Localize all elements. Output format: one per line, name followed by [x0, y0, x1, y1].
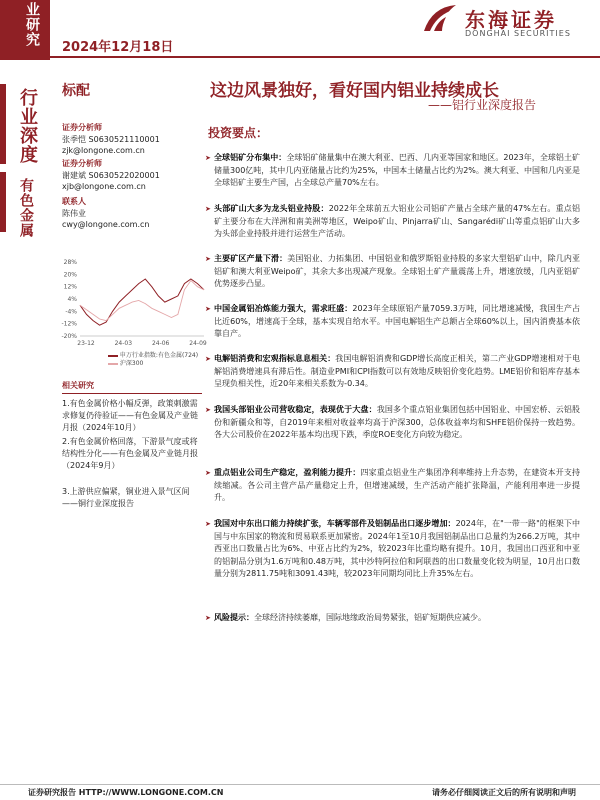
- y-tick-label: -20%: [61, 333, 77, 340]
- footer-disclaimer: 请务必仔细阅读正文后的所有说明和声明: [432, 788, 576, 797]
- related-item[interactable]: 1.有色金属价格小幅反弹，政策刺激需求修复仍待验证——有色金属及产业链月报（2024年10月）: [62, 399, 198, 432]
- x-tick-label: 24-09: [189, 340, 207, 347]
- related-item[interactable]: 2.有色金属价格回落，下游景气度或将结构性分化——有色金属及产业链月报（2024年9月）: [62, 437, 198, 470]
- analyst-label: 证券分析师: [62, 159, 102, 168]
- key-point: ➤ 电解铝消费和宏观指标息息相关：我国电解铝消费和GDP增长高度正相关，第二产业GDP增速相对于电解铝消费增速具有滞后性。制造业PMI和CPI指数可以有效地反映铝价变化趋势。LME铝价和铝库存基本呈现负相关性，近20年来相关系数为-0.34。: [205, 354, 580, 388]
- performance-chart: [58, 258, 208, 358]
- y-tick-label: 4%: [67, 296, 77, 303]
- legend-swatch: [108, 363, 118, 365]
- x-tick-label: 23-12: [77, 340, 95, 347]
- legend-swatch: [108, 355, 118, 357]
- report-date: 2024年12月18日: [62, 40, 174, 55]
- key-point: ➤ 全球铝矿分布集中：全球铝矿储量集中在澳大利亚、巴西、几内亚等国家和地区。2023年，全球铝土矿储量300亿吨，其中几内亚储量占比约为25%，中国本土储量占比约为2%。澳大利亚、中国和几内亚是全球铝矿主要生产国，占全球总产量70%左右。: [205, 153, 580, 187]
- analyst-email[interactable]: zjk@longone.com.cn: [62, 146, 145, 155]
- bullet-icon: ➤: [205, 355, 211, 363]
- legend-entry: 沪深300: [108, 358, 143, 367]
- legend-entry: 申万行业指数:有色金属(724): [108, 350, 198, 359]
- x-tick-label: 24-06: [151, 340, 170, 347]
- contact-email[interactable]: cwy@longone.com.cn: [62, 220, 150, 229]
- bullet-icon: ➤: [205, 154, 211, 162]
- series-line: [80, 281, 204, 321]
- report-subtitle: ——铝行业深度报告: [428, 98, 537, 112]
- bullet-icon: ➤: [205, 614, 211, 622]
- key-point: ➤ 风险提示：全球经济持续萎靡，国际地缘政治局势紧张，铝矿短期供应减少。: [214, 612, 580, 625]
- key-point: ➤ 头部矿山大多为龙头铝业持股：2022年全球前五大铝业公司铝矿产量占全球产量的47%左右。重点铝矿主要分布在大洋洲和南美洲等地区，Weipo矿山、Pinjarra矿山、Sangarédi矿山等重点铝矿山大多为头部企业持股并进行运营生产活动。: [205, 204, 581, 238]
- y-tick-label: 28%: [63, 259, 77, 266]
- analyst-name: 谢建斌 S0630522020001: [62, 171, 160, 180]
- y-tick-label: 12%: [63, 283, 77, 291]
- category-label: 行业深度: [17, 88, 38, 164]
- bullet-icon: ➤: [205, 520, 211, 528]
- key-point: ➤ 我国头部铝业公司营收稳定，表现优于大盘：我国多个重点铝业集团包括中国铝业、中国宏桥、云铝股份和新疆众和等，自2019年来相对收益率均高于沪深300，总体收益率均和SHFE铝价保持一致趋势。各大公司股价在2022年基本均出现下跌，季度ROE变化方向较为稳定。: [205, 405, 581, 439]
- header-divider: [50, 56, 600, 58]
- analyst-name: 张季恺 S0630521110001: [62, 135, 160, 144]
- y-tick-label: 20%: [63, 271, 77, 279]
- logo-text-en: DONGHAI SECURITIES: [465, 29, 571, 38]
- bullet-icon: ➤: [205, 255, 211, 263]
- analyst-label: 证券分析师: [62, 123, 102, 132]
- footer-website[interactable]: 证券研究报告 HTTP://WWW.LONGONE.COM.CN: [28, 788, 224, 797]
- y-tick-label: -12%: [61, 320, 77, 328]
- key-point: ➤ 中国金属铝冶炼能力强大，需求旺盛：2023年全球原铝产量7059.3万吨，同比增速减慢，我国生产占比近60%，增速高于全球，基本实现自给水平。中国电解铝生产总额占全球60%以上，国内消费基本依靠自产。: [205, 304, 580, 338]
- industry-rating: 标配: [62, 83, 90, 99]
- y-tick-label: -4%: [65, 308, 77, 316]
- key-point: ➤ 重点铝业公司生产稳定，盈利能力提升：四家重点铝业生产集团净利率维持上升态势，在建资本开支持续缩减。各公司主营产品产量稳定上升，但增速减缓，生产活动产能扩张降温，产能利用率进一步提升。: [205, 468, 580, 502]
- contact-label: 联系人: [62, 197, 86, 206]
- report-title: 这边风景独好，看好国内铝业持续成长: [210, 81, 499, 101]
- x-tick-label: 24-03: [114, 340, 133, 347]
- contact-name: 陈伟业: [62, 209, 86, 218]
- related-item[interactable]: 3.上游供应偏紧，铜业进入景气区间——铜行业深度报告: [62, 487, 190, 508]
- bullet-icon: ➤: [205, 205, 211, 213]
- analyst-email[interactable]: xjb@longone.com.cn: [62, 182, 146, 191]
- key-points-title: 投资要点：: [208, 126, 269, 140]
- logo-text: 东海证券: [465, 8, 557, 32]
- bullet-icon: ➤: [205, 469, 211, 477]
- key-point: ➤ 我国对中东出口能力持续扩张，车辆零部件及铝制品出口逐步增加：2024年，在"一带一路"的框架下中国与中东国家的物流和贸易联系更加紧密。2024年1至10月我国铝制品出口总量约为266.2万吨，其中西亚出口数量占比为6%、中亚占比约为2%，较2023年比重均略有提升。10月，我国出口西亚和中亚的铝制品分别为1.6万吨和0.48万吨，其中沙特阿拉伯和阿联酋的出口数量变化较为明显，10月出口数量分别为2811.75吨和3091.43吨，较2023年同期均同比上升35%左右。: [205, 519, 581, 578]
- report-type-label: 业研究: [24, 2, 40, 47]
- footer-divider: [0, 784, 600, 785]
- bullet-icon: ➤: [205, 406, 211, 414]
- side-banner: [0, 0, 50, 800]
- sector-label: 有色金属: [18, 178, 34, 238]
- logo-icon: [422, 3, 458, 35]
- key-point: ➤ 主要矿区产量下滑：美国铝业、力拓集团、中国铝业和俄罗斯铝业持股的多家大型铝矿山中，除几内亚铝矿和澳大利亚Weipo矿，其余大多出现减产现象。全球铝土矿产量震荡上升，增速放缓，几内亚铝矿优势逐步凸显。: [205, 254, 581, 288]
- related-research-title: 相关研究: [62, 381, 94, 390]
- bullet-icon: ➤: [205, 305, 211, 313]
